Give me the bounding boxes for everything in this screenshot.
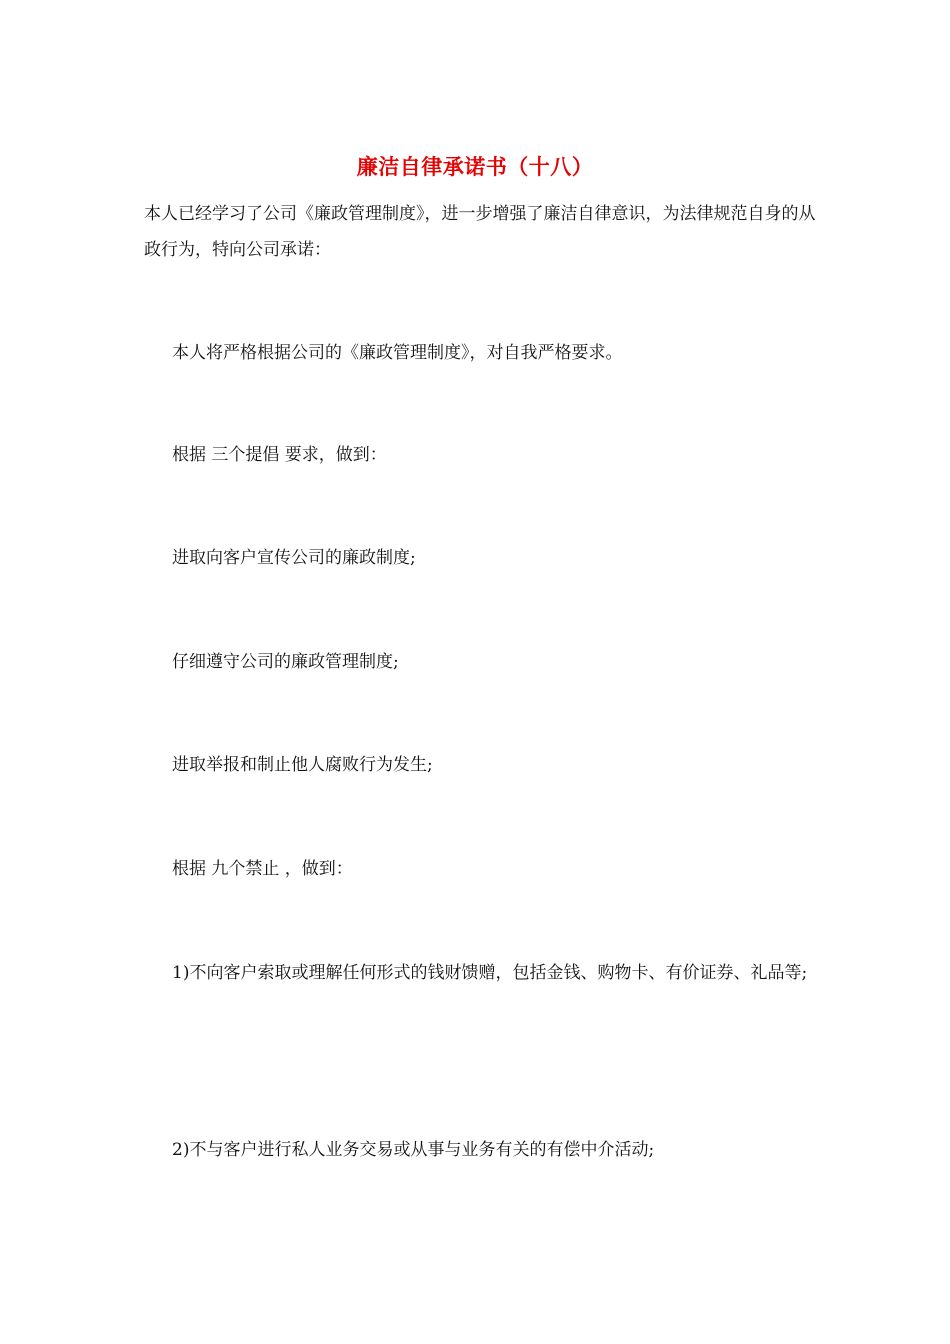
nine-prohibitions-heading: 根据 九个禁止 ，做到： xyxy=(172,859,353,879)
list-item-prohibition-2: 2)不与客户进行私人业务交易或从事与业务有关的有偿中介活动; xyxy=(172,1140,655,1160)
commitment-paragraph: 本人将严格根据公司的《廉政管理制度》，对自我严格要求。 xyxy=(172,343,623,363)
list-item-advocacy-1: 进取向客户宣传公司的廉政制度; xyxy=(172,548,416,568)
list-item-prohibition-1: 1)不向客户索取或理解任何形式的钱财馈赠，包括金钱、购物卡、有价证券、礼品等; xyxy=(172,963,808,983)
document-title: 廉洁自律承诺书（十八） xyxy=(356,155,594,179)
list-item-advocacy-3: 进取举报和制止他人腐败行为发生; xyxy=(172,755,433,775)
intro-paragraph: 本人已经学习了公司《廉政管理制度》，进一步增强了廉洁自律意识，为法律规范自身的从政行为，特向公司承诺： xyxy=(144,204,816,260)
three-advocacies-heading: 根据 三个提倡 要求，做到： xyxy=(172,445,387,465)
list-item-advocacy-2: 仔细遵守公司的廉政管理制度; xyxy=(172,652,399,672)
